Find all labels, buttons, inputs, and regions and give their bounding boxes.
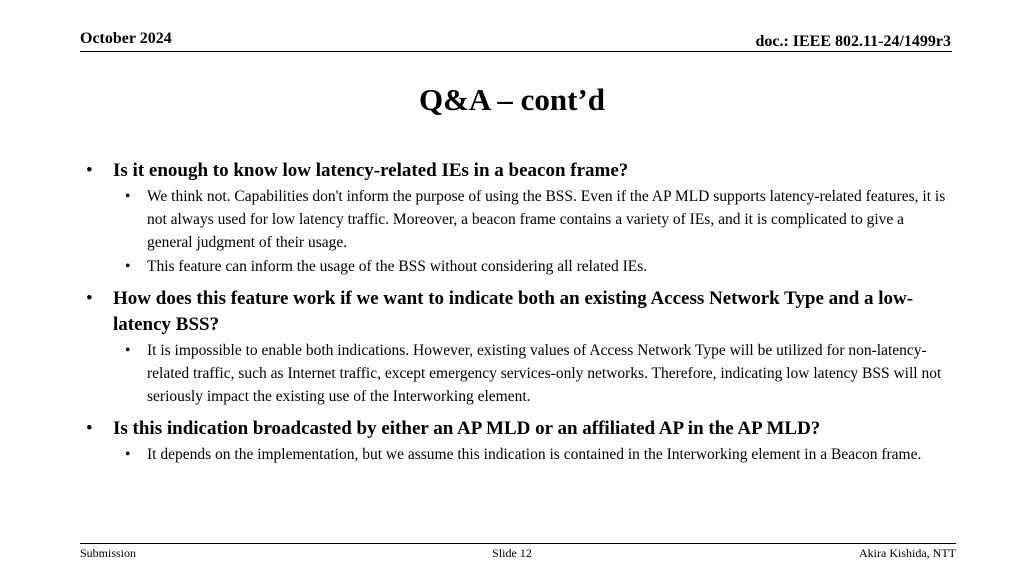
slide-title: Q&A – cont’d (419, 82, 605, 117)
bullet-dot: • (86, 288, 93, 309)
footer-divider (80, 543, 956, 544)
header-date: October 2024 (80, 30, 172, 47)
footer-slide-number: Slide 12 (492, 546, 532, 560)
bullet-1 (86, 158, 946, 184)
sub-bullet-dot: • (125, 188, 131, 205)
sub-bullet-dot: • (125, 446, 131, 463)
footer-submission: Submission (80, 546, 137, 560)
sub-bullet-1-1-text: We think not. Capabilities don't inform the purpose of using the BSS. Even if the AP MLD supports latency-related features, it is not always used for low latency traffic. Moreover, a beacon frame contains a variety of IEs, and it is complicated to give a general judgment of their usage. (147, 188, 946, 251)
sub-bullet-1-1 (86, 185, 946, 254)
bullet-3 (86, 416, 946, 442)
header-doc-id: doc.: IEEE 802.11-24/1499r3 (755, 33, 951, 50)
header-divider (80, 51, 952, 52)
sub-bullet-1-2-text: This feature can inform the usage of the BSS without considering all related IEs. (147, 258, 648, 275)
footer-author: Akira Kishida, NTT (859, 546, 956, 560)
sub-bullet-3-1 (86, 443, 946, 466)
slide-content (86, 158, 946, 466)
sub-bullet-3-1-text: It depends on the implementation, but we assume this indication is contained in the Interworking element in a Beacon frame. (147, 446, 922, 463)
sub-bullet-2-1 (86, 339, 946, 408)
bullet-dot: • (86, 418, 93, 439)
sub-bullet-dot: • (125, 258, 131, 275)
bullet-dot: • (86, 160, 93, 181)
bullet-2 (86, 286, 946, 338)
sub-bullet-dot: • (125, 342, 131, 359)
sub-bullet-2-1-text: It is impossible to enable both indications. However, existing values of Access Network Type will be utilized for non-latency-related traffic, such as Internet traffic, except emergency services-only networks. Therefore, indicating low latency BSS will not seriously impact the existing use of the Interworking element. (147, 342, 942, 405)
bullet-3-text: Is this indication broadcasted by either an AP MLD or an affiliated AP in the AP MLD? (113, 418, 821, 439)
bullet-2-text: How does this feature work if we want to indicate both an existing Access Network Type and a low-latency BSS? (113, 288, 914, 335)
bullet-1-text: Is it enough to know low latency-related IEs in a beacon frame? (113, 160, 629, 181)
sub-bullet-1-2 (86, 255, 946, 278)
